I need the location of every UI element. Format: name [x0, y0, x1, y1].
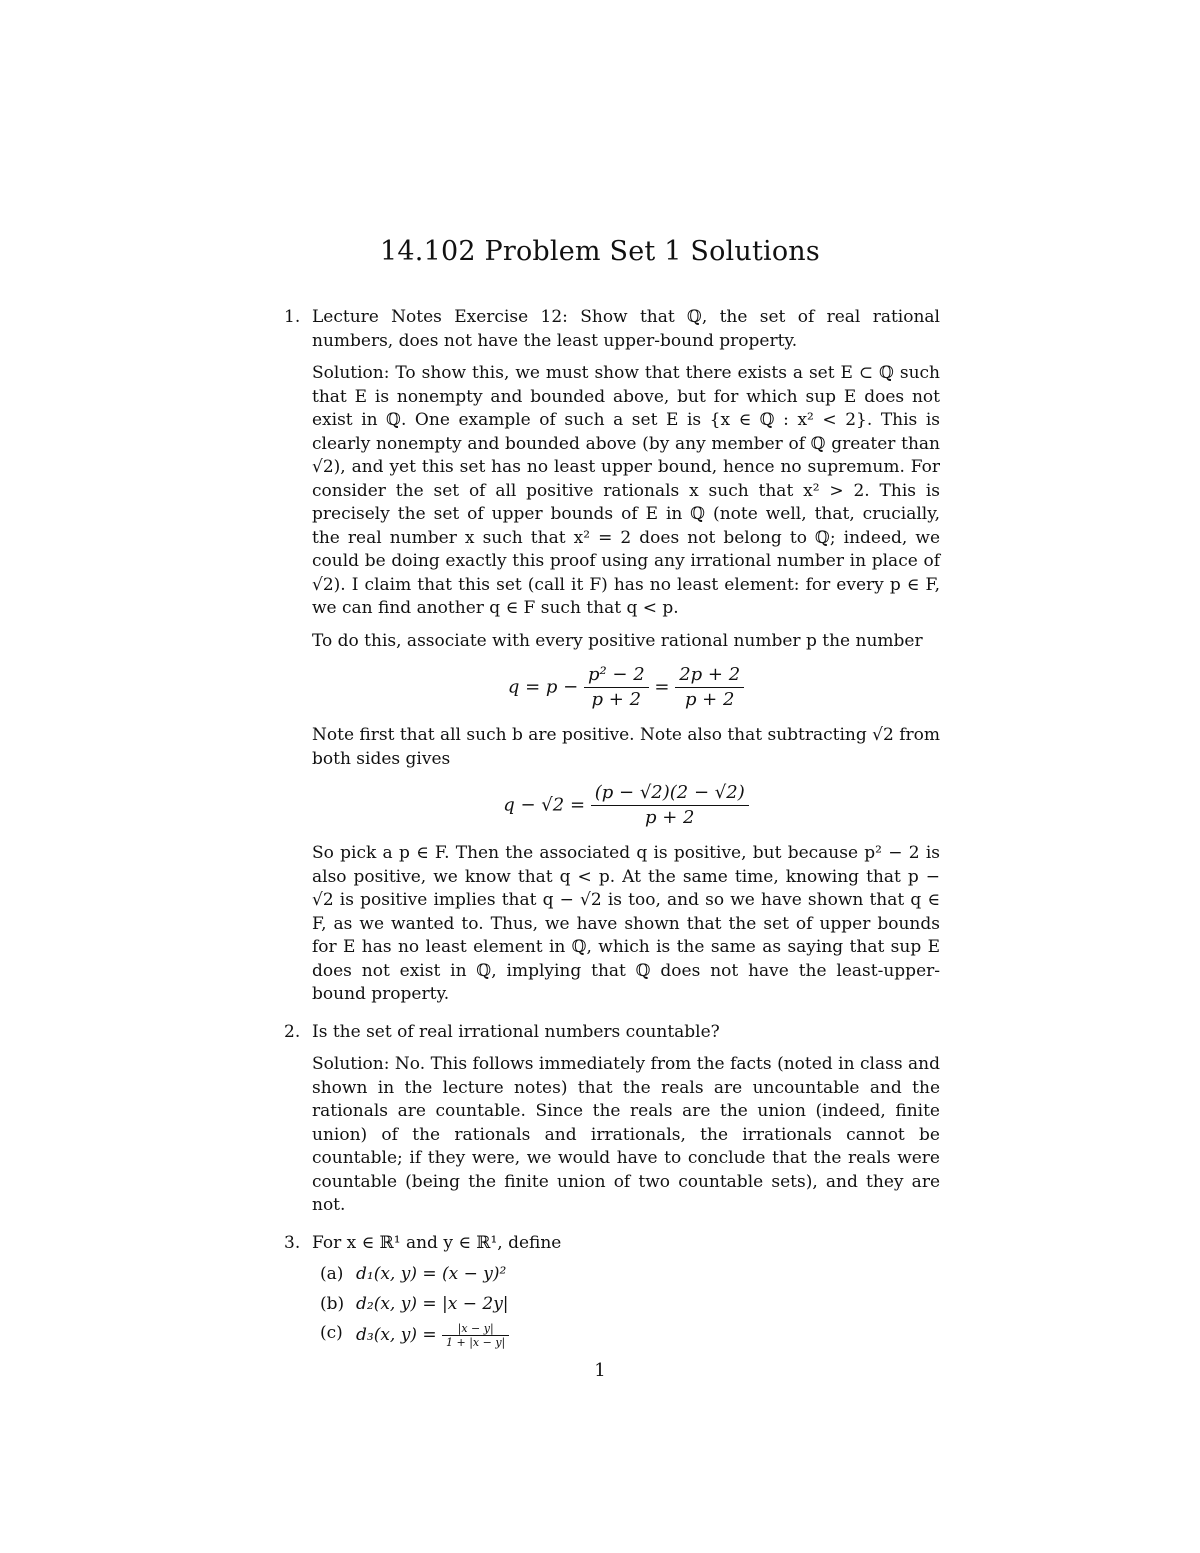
fraction-denominator: p + 2	[591, 689, 642, 710]
page-number: 1	[594, 1360, 606, 1381]
definition-list	[312, 1263, 940, 1349]
problem-3	[284, 1232, 940, 1350]
problem-prompt: Is the set of real irrational numbers countable?	[312, 1021, 720, 1042]
equation-q-definition	[312, 663, 940, 712]
fraction-denominator: 1 + |x − y|	[446, 1336, 506, 1349]
list-item	[314, 1293, 940, 1317]
item-label: (b)	[320, 1293, 345, 1314]
fraction-numerator: |x − y|	[442, 1322, 509, 1336]
fraction-denominator: p + 2	[684, 689, 735, 710]
list-item	[314, 1263, 940, 1287]
item-label: (c)	[320, 1323, 343, 1343]
problem-prompt: For x ∈ ℝ¹ and y ∈ ℝ¹, define	[312, 1232, 562, 1253]
solution-paragraph: So pick a p ∈ F. Then the associated q is positive, but because p² − 2 is also positive, we know that q < p. At the same time, knowing that p − √2 is positive implies that q − √2 is too, and so we have shown that q ∈ F, as we wanted to. Thus, we have shown that the set of upper bounds for E has no least element in ℚ, which is the same as saying that sup E does not exist in ℚ, implying that ℚ does not have the least-upper-bound property.	[312, 843, 940, 1004]
fraction-denominator: p + 2	[645, 807, 695, 828]
equation-q-minus-sqrt2	[312, 781, 940, 830]
item-formula: d₂(x, y) = |x − 2y|	[356, 1293, 509, 1314]
equals-sign: =	[654, 676, 670, 698]
fraction-numerator: p² − 2	[584, 663, 649, 688]
page-title: 14.102 Problem Set 1 Solutions	[380, 236, 820, 267]
item-formula: d₁(x, y) = (x − y)²	[356, 1264, 507, 1284]
fraction	[675, 663, 744, 712]
problem-number: 2.	[284, 1021, 301, 1042]
fraction-numerator: (p − √2)(2 − √2)	[591, 781, 749, 806]
item-formula-lhs: d₃(x, y) =	[356, 1325, 437, 1345]
list-item	[314, 1322, 940, 1349]
fraction	[584, 663, 649, 712]
equation-lhs: q − √2 =	[503, 794, 586, 816]
problem-prompt: Lecture Notes Exercise 12: Show that ℚ, the set of real rational numbers, does not have the least upper-bound property.	[312, 307, 940, 351]
problem-number: 3.	[284, 1232, 301, 1253]
problem-1	[284, 306, 940, 1007]
fraction-numerator: 2p + 2	[675, 663, 744, 688]
solution-paragraph: To do this, associate with every positive rational number p the number	[312, 630, 923, 651]
problem-number: 1.	[284, 307, 301, 327]
solution-paragraph: Solution: To show this, we must show that there exists a set E ⊂ ℚ such that E is nonempty and bounded above, but for which sup E does not exist in ℚ. One example of such a set E is {x ∈ ℚ : x² < 2}. This is clearly nonempty and bounded above (by any member of ℚ greater than √2), and yet this set has no least upper bound, hence no supremum. For consider the set of all positive rationals x such that x² > 2. This is precisely the set of upper bounds of E in ℚ (note well, that, crucially, the real number x such that x² = 2 does not belong to ℚ; indeed, we could be doing exactly this proof using any irrational number in place of √2). I claim that this set (call it F) has no least element: for every p ∈ F, we can find another q ∈ F such that q < p.	[312, 363, 940, 618]
equation-lhs: q = p −	[507, 676, 579, 698]
item-label: (a)	[320, 1264, 344, 1284]
solution-paragraph: Note first that all such b are positive. Note also that subtracting √2 from both sides gives	[312, 725, 940, 769]
fraction	[591, 781, 749, 830]
solution-paragraph: Solution: No. This follows immediately from the facts (noted in class and shown in the lecture notes) that the reals are uncountable and the rationals are countable. Since the reals are the union (indeed, finite union) of the rationals and irrationals, the irrationals cannot be countable; if they were, we would have to conclude that the reals were countable (being the finite union of two countable sets), and they are not.	[312, 1054, 940, 1215]
problem-2	[284, 1021, 940, 1218]
fraction	[442, 1322, 509, 1349]
document-body	[284, 306, 940, 1355]
